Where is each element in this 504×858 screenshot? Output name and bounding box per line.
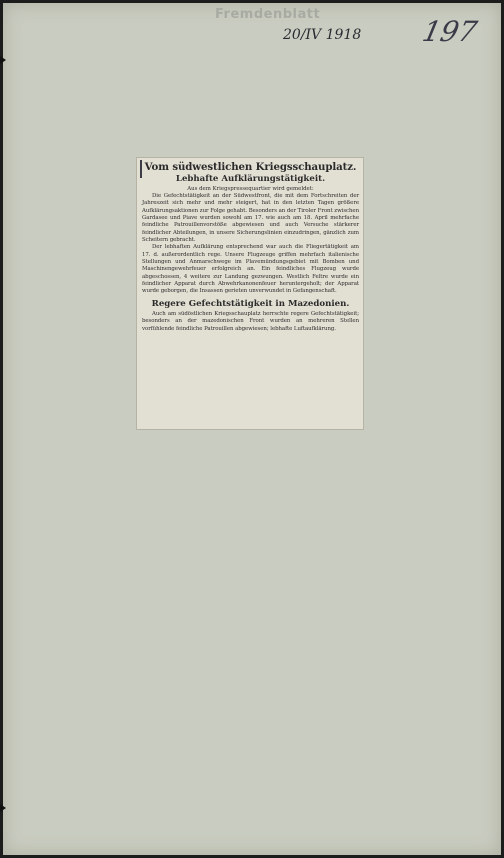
clipping-subheadline: Lebhafte Aufklärungstätigkeit.	[175, 174, 326, 184]
clipping-paragraph: Auch am südöstlichen Kriegsschauplatz herrschte regere Gefechtstätigkeit; besonders an der mazedonischen Front wurden an mehreren Stellen vorfühlende feindliche Patrouillen abgewiesen; lebhafte Luftaufklärung.	[142, 310, 359, 332]
clipping-paragraph: Die Gefechtstätigkeit an der Südwestfront, die mit dem Fortschreiten der Jahreszeit sich mehr und mehr steigert, hat in den letzten Tagen größere Aufklärungsaktionen zur Folge gehabt. Besonders an der Tiroler Front zwischen Gardasee und Piave wurden sowohl am 17. wie auch am 18. April mehrfache feindliche Patrouillenvorstöße abgewiesen und auch Versuche stärkerer feindlicher Abteilungen, in unsere Sicherungslinien einzudringen, gänzlich zum Scheitern gebracht.	[142, 193, 359, 244]
clipping-paragraph: Der lebhaften Aufklärung entsprechend war auch die Fliegertätigkeit am 17. d. außerordentlich rege. Unsere Flugzeuge griffen mehrfach italienische Stellungen und Anmarschwege im Plavemündungsgebiet mit Bomben und Maschinengewehrfeuer erfolgreich an. Ein feindliches Flugzeug wurde abgeschossen, 4 weitere zur Landung gezwungen. Westlich Feltre wurde ein feindlicher Apparat durch Abwehrkanonenfeuer heruntergeholt; der Apparat wurde geborgen, die Insassen gerieten unverwundet in Gefangenschaft.	[142, 244, 359, 295]
binding-mark-top	[0, 56, 6, 64]
newspaper-stamp: Fremdenblatt	[215, 7, 321, 22]
clipping-headline: Vom südwestlichen Kriegsschauplatz.	[144, 161, 357, 173]
binding-mark-bottom	[0, 804, 6, 812]
clipping-lead: Aus dem Kriegspressequartier wird gemeldet:	[187, 186, 314, 192]
newspaper-clipping	[136, 157, 364, 430]
clipping-edge-mark	[140, 160, 142, 178]
folio-number: 197	[419, 15, 480, 48]
clipping-subheadline-2: Regere Gefechtstätigkeit in Mazedonien.	[151, 298, 350, 309]
handwritten-date: 20/IV 1918	[283, 27, 362, 43]
